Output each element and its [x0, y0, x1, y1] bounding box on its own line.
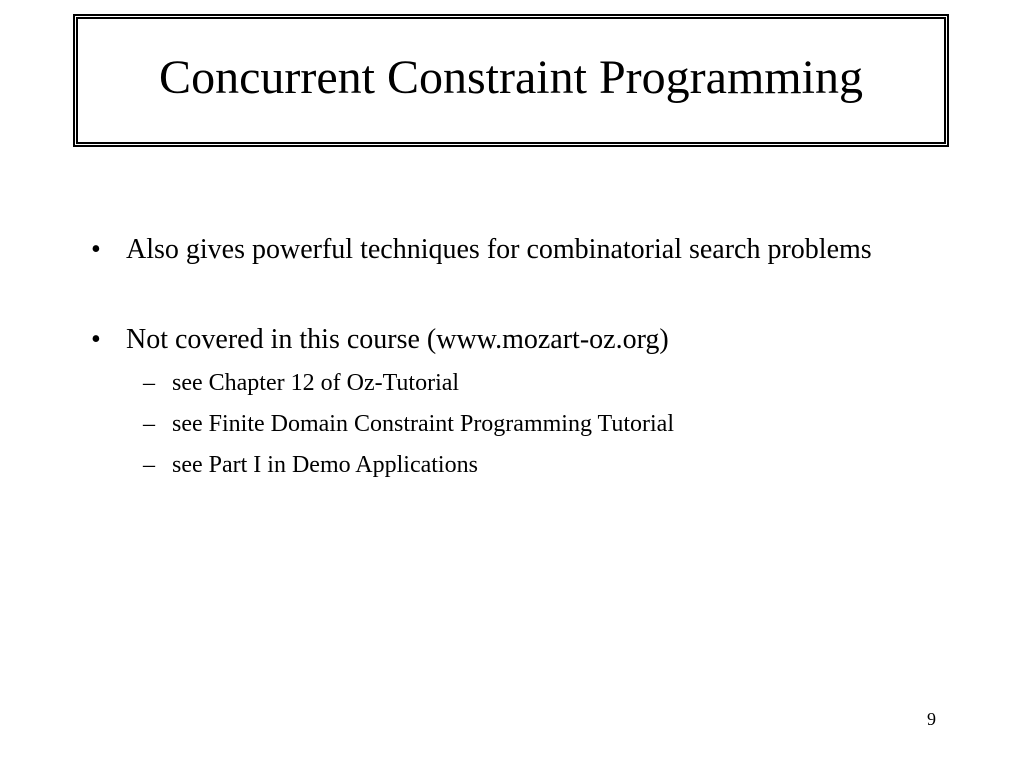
sub-bullet-item: see Finite Domain Constraint Programming Tutorial — [172, 411, 674, 437]
sub-bullet-marker: – — [143, 411, 155, 437]
bullet-marker: • — [91, 234, 101, 265]
bullet-marker: • — [91, 324, 101, 355]
sub-bullet-marker: – — [143, 452, 155, 478]
slide-title: Concurrent Constraint Programming — [159, 50, 863, 104]
sub-bullet-marker: – — [143, 370, 155, 396]
sub-bullet-item: see Chapter 12 of Oz-Tutorial — [172, 370, 460, 396]
bullet-item: Also gives powerful techniques for combinatorial search problems — [126, 234, 872, 265]
sub-bullet-item: see Part I in Demo Applications — [172, 452, 478, 478]
page-number: 9 — [927, 709, 936, 729]
bullet-item: Not covered in this course (www.mozart-oz.org) — [126, 324, 669, 355]
